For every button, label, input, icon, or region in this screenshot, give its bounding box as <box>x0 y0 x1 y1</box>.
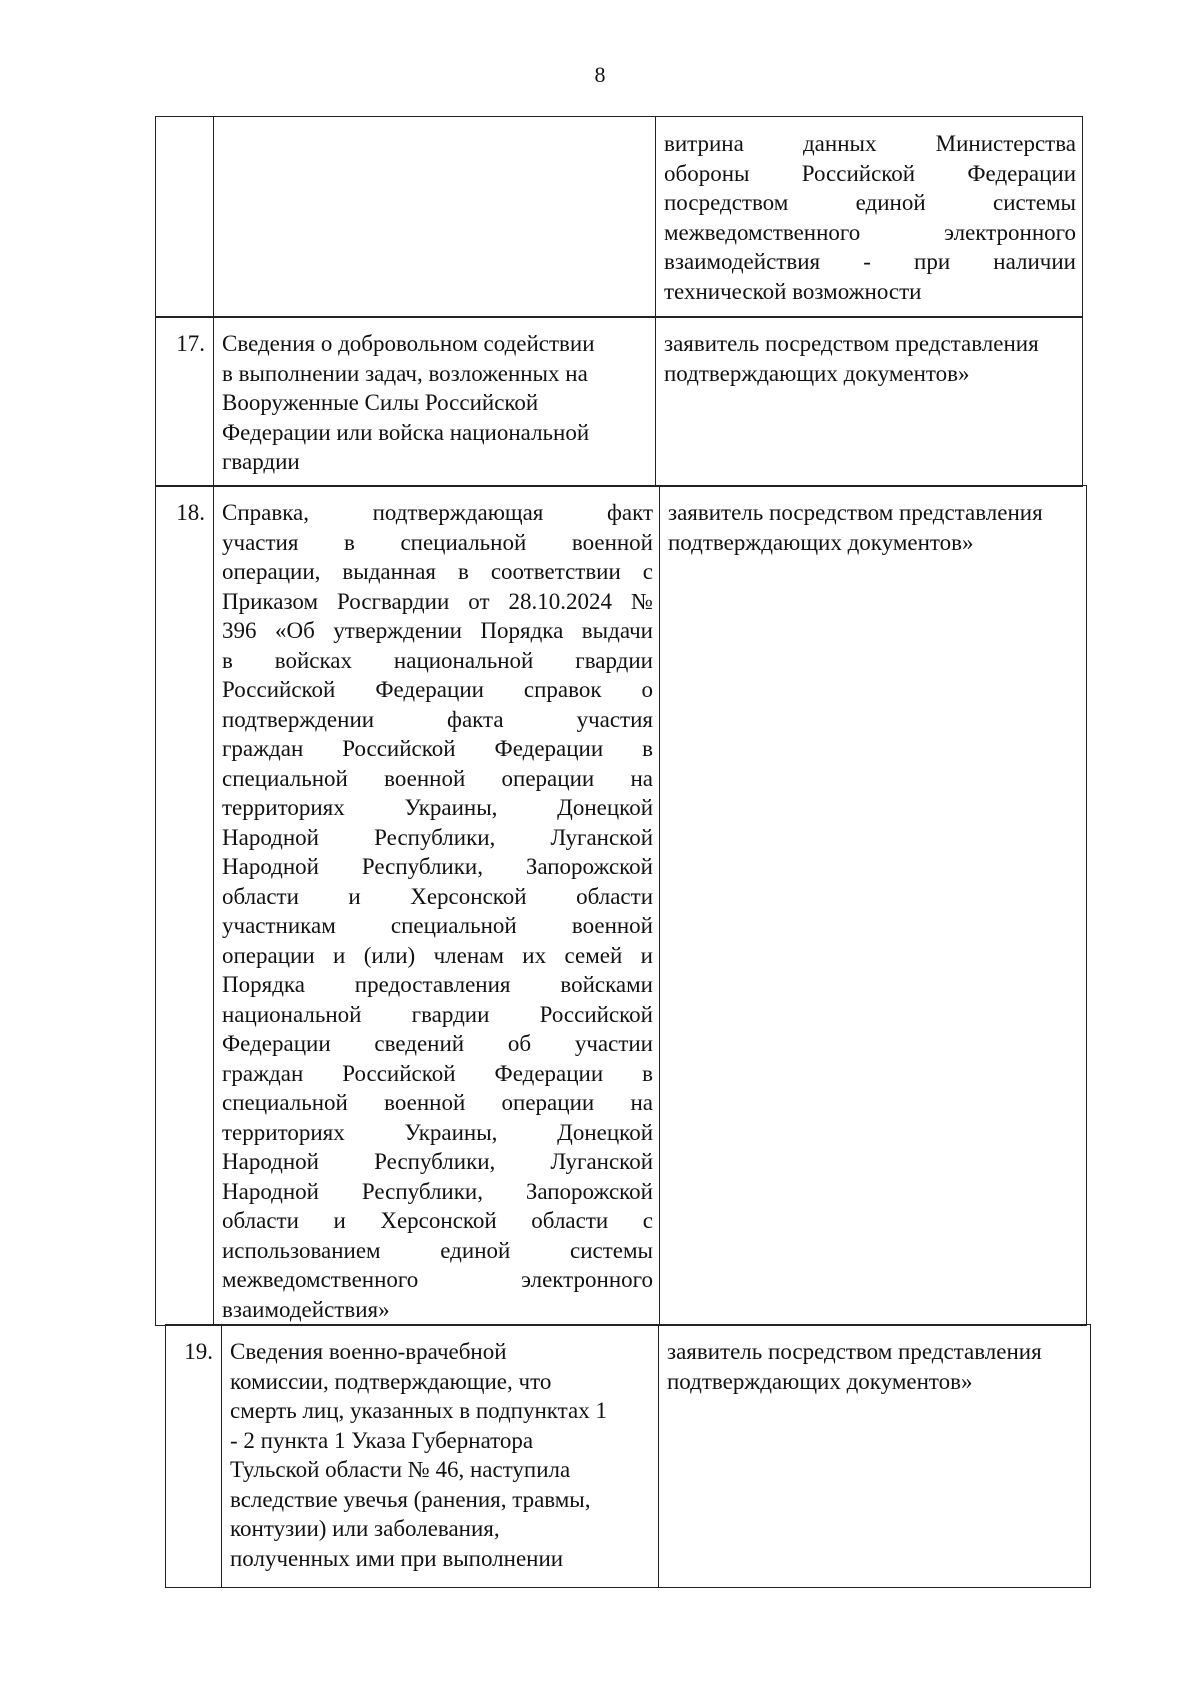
document-line: гвардии <box>222 449 300 474</box>
document-line: смерть лиц, указанных в подпунктах 1 <box>230 1398 607 1423</box>
source-line: посредством единой системы <box>664 190 1076 215</box>
document-line: в войсках национальной гвардии <box>222 647 653 673</box>
source-line: межведомственного электронного <box>664 219 1076 245</box>
source-line: технической возможности <box>664 278 922 304</box>
document-line: области и Херсонской области <box>222 883 653 909</box>
document-line: Справка, подтверждающая факт <box>222 500 653 525</box>
document-cell <box>214 117 656 317</box>
document-line: Вооруженные Силы Российской <box>222 390 539 415</box>
document-line: Приказом Росгвардии от 28.10.2024 № <box>222 588 653 614</box>
document-line: Народной Республики, Луганской <box>222 1149 653 1174</box>
document-line: специальной военной операции на <box>222 765 653 791</box>
document-cell <box>214 317 656 486</box>
document-line: граждан Российской Федерации в <box>222 1060 653 1086</box>
document-line: Народной Республики, Луганской <box>222 824 653 850</box>
source-line: подтверждающих документов» <box>664 360 970 386</box>
source-line: обороны Российской Федерации <box>664 160 1076 186</box>
document-cell <box>222 1325 659 1587</box>
row-number-cell <box>156 486 214 1325</box>
document-line: вследствие увечья (ранения, травмы, <box>230 1486 591 1512</box>
source-cell <box>656 317 1082 486</box>
source-line: подтверждающих документов» <box>667 1368 973 1394</box>
row-number-cell <box>166 1325 222 1587</box>
row-number-cell <box>156 317 214 486</box>
document-line: взаимодействия» <box>222 1296 390 1322</box>
source-line: витрина данных Министерства <box>664 131 1076 156</box>
document-line: подтверждении факта участия <box>222 706 653 732</box>
row-number: 18. <box>176 500 205 525</box>
document-line: граждан Российской Федерации в <box>222 736 653 761</box>
document-line: Народной Республики, Запорожской <box>222 1178 653 1204</box>
table-row <box>165 1324 1091 1588</box>
source-line: подтверждающих документов» <box>668 529 974 555</box>
document-line: участникам специальной военной <box>222 913 653 938</box>
document-line: Порядка предоставления войсками <box>222 972 653 997</box>
source-line: заявитель посредством представления <box>667 1339 1042 1364</box>
source-cell <box>660 486 1086 1325</box>
table-row <box>155 485 1087 1326</box>
table-row <box>155 116 1083 318</box>
document-line: полученных ими при выполнении <box>230 1545 564 1571</box>
document-line: операции, выданная в соответствии с <box>222 559 653 584</box>
document-line: Федерации или войска национальной <box>222 419 590 445</box>
source-cell <box>656 117 1082 317</box>
document-cell <box>214 486 660 1325</box>
source-line: заявитель посредством представления <box>668 500 1043 525</box>
document-line: контузии) или заболевания, <box>230 1516 500 1541</box>
page-number: 8 <box>594 62 606 87</box>
row-number-cell <box>156 117 214 317</box>
document-line: специальной военной операции на <box>222 1090 653 1115</box>
document-line: участия в специальной военной <box>222 529 653 555</box>
document-line: Федерации сведений об участии <box>222 1031 653 1056</box>
document-line: в выполнении задач, возложенных на <box>222 360 588 386</box>
document-line: Российской Федерации справок о <box>222 677 653 702</box>
document-line: Сведения о добровольном содействии <box>222 331 595 356</box>
source-cell <box>659 1325 1090 1587</box>
document-line: Народной Республики, Запорожской <box>222 854 653 879</box>
document-line: операции и (или) членам их семей и <box>222 942 653 968</box>
document-line: использованием единой системы <box>222 1237 653 1263</box>
document-line: области и Херсонской области с <box>222 1208 653 1233</box>
document-line: национальной гвардии Российской <box>222 1001 653 1027</box>
row-number: 17. <box>176 331 205 356</box>
document-line: Сведения военно-врачебной <box>230 1339 507 1364</box>
document-line: - 2 пункта 1 Указа Губернатора <box>230 1427 534 1453</box>
table-row <box>155 316 1083 487</box>
document-line: 396 «Об утверждении Порядка выдачи <box>222 618 653 643</box>
document-line: межведомственного электронного <box>222 1267 653 1292</box>
row-number: 19. <box>184 1339 213 1364</box>
document-line: территориях Украины, Донецкой <box>222 1119 653 1145</box>
source-line: взаимодействия - при наличии <box>664 249 1076 274</box>
document-line: комиссии, подтверждающие, что <box>230 1368 552 1394</box>
document-line: территориях Украины, Донецкой <box>222 795 653 820</box>
document-line: Тульской области № 46, наступила <box>230 1457 571 1482</box>
source-line: заявитель посредством представления <box>664 331 1039 356</box>
